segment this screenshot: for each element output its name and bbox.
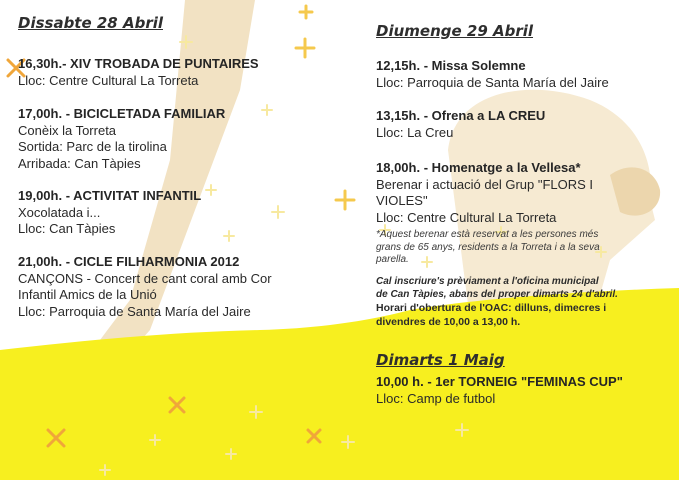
event-time: 21,00h. (18, 254, 63, 269)
event-ofrena: 13,15h. - Ofrena a LA CREU Lloc: La Creu (376, 108, 546, 140)
day-heading-sunday: Diumenge 29 Abril (376, 22, 534, 40)
registration-note: Cal inscriure's prèviament a l'oficina municipal de Can Tàpies, abans del proper dimarts 24 d'abril. (376, 276, 618, 300)
event-time: 12,15h. (376, 58, 421, 73)
event-torneig: 10,00 h. - 1er TORNEIG "FEMINAS CUP" Lloc: Camp de futbol (376, 374, 623, 406)
event-time: 17,00h. (18, 106, 63, 121)
event-detail: Lloc: Parroquia de Santa María del Jaire (376, 74, 609, 90)
event-time: 16,30h. (18, 56, 63, 71)
event-puntaires: 16,30h.- XIV TROBADA DE PUNTAIRES Lloc: Centre Cultural La Torreta (18, 56, 259, 88)
event-homenatge: 18,00h. - Homenatge a la Vellesa* Berenar i actuació del Grup "FLORS I VIOLES" Lloc: Centre Cultural La Torreta (376, 160, 594, 225)
event-detail: Lloc: Camp de futbol (376, 390, 496, 406)
event-detail: Conèix la Torreta (18, 122, 117, 138)
event-detail: Berenar i actuació del Grup "FLORS I (376, 176, 594, 192)
event-title: BICICLETADA FAMILIAR (73, 106, 226, 121)
event-detail: Lloc: Centre Cultural La Torreta (376, 209, 557, 225)
event-time: 18,00h. (376, 160, 421, 175)
event-time: 10,00 h. (376, 374, 424, 389)
event-title: 1er TORNEIG "FEMINAS CUP" (435, 374, 623, 389)
event-detail: Lloc: La Creu (376, 124, 454, 140)
event-missa: 12,15h. - Missa Solemne Lloc: Parroquia de Santa María del Jaire (376, 58, 609, 90)
event-title: CICLE FILHARMONIA 2012 (73, 254, 240, 269)
event-title: Missa Solemne (431, 58, 526, 73)
day-heading-tuesday: Dimarts 1 Maig (376, 351, 505, 369)
event-title: Ofrena a LA CREU (431, 108, 546, 123)
event-time: 13,15h. (376, 108, 421, 123)
event-activitat-infantil: 19,00h. - ACTIVITAT INFANTIL Xocolatada i... Lloc: Can Tàpies (18, 188, 202, 236)
event-title: XIV TROBADA DE PUNTAIRES (70, 56, 259, 71)
event-filharmonia: 21,00h. - CICLE FILHARMONIA 2012 CANÇONS - Concert de cant coral amb Cor Infantil Amics de la Unió Lloc: Parroquia de Santa María del Jaire (18, 254, 272, 319)
event-detail: Xocolatada i... (18, 204, 101, 220)
office-hours: Horari d'obertura de l'OAC: dilluns, dimecres i divendres de 10,00 a 13,00 h. (376, 302, 607, 328)
footnote: *Aquest berenar està reservat a les persones més grans de 65 anys, residents a la Torreta i a la seva parella. (376, 229, 600, 265)
event-title: ACTIVITAT INFANTIL (73, 188, 202, 203)
event-detail: Lloc: Centre Cultural La Torreta (18, 72, 199, 88)
event-detail: Arribada: Can Tàpies (18, 155, 141, 171)
event-title: Homenatge a la Vellesa* (431, 160, 581, 175)
event-detail: Infantil Amics de la Unió (18, 287, 157, 302)
event-detail: VIOLES" (376, 193, 428, 208)
event-detail: CANÇONS - Concert de cant coral amb Cor (18, 270, 272, 286)
event-time: 19,00h. (18, 188, 63, 203)
event-detail: Lloc: Can Tàpies (18, 221, 116, 236)
event-detail: Lloc: Parroquia de Santa María del Jaire (18, 303, 251, 319)
event-bicicletada: 17,00h. - BICICLETADA FAMILIAR Conèix la Torreta Sortida: Parc de la tirolina Arribada: Can Tàpies (18, 106, 226, 171)
day-heading-saturday: Dissabte 28 Abril (18, 14, 163, 32)
event-detail: Sortida: Parc de la tirolina (18, 139, 167, 154)
